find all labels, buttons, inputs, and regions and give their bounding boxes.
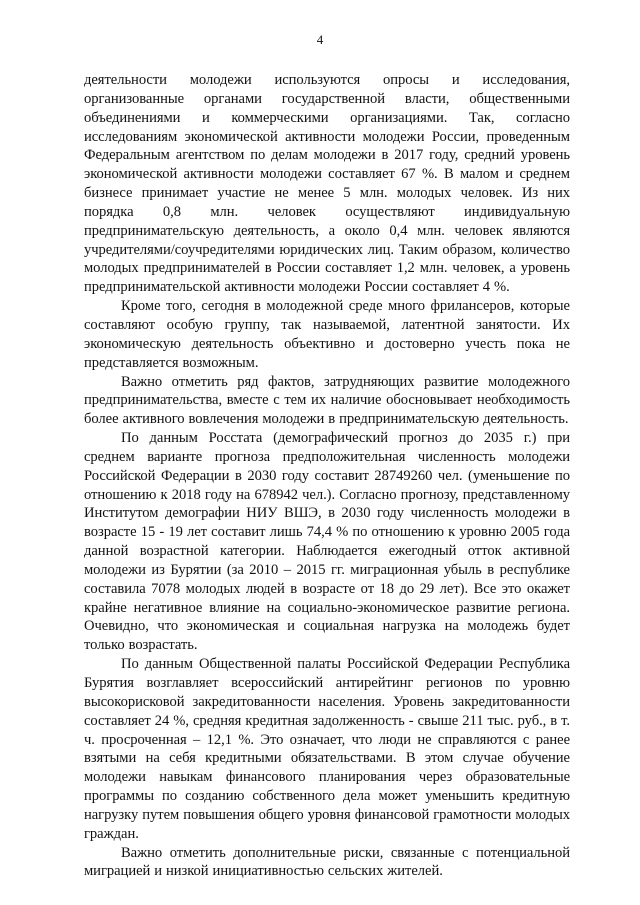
paragraph-2: Кроме того, сегодня в молодежной среде много фрилансеров, которые составляют особую группу, так называемой, латентной занятости. Их экономическую деятельность объективно и достоверно учесть пока не представляется возможным. — [84, 298, 570, 371]
paragraph-3: Важно отметить ряд фактов, затрудняющих развитие молодежного предпринимательства, вместе с тем их наличие обосновывает необходимость более активного вовлечения молодежи в предпринимательскую деятельность. — [84, 373, 570, 428]
paragraph-5: По данным Общественной палаты Российской Федерации Республика Бурятия возглавляет всероссийский антирейтинг регионов по уровню высокорисковой закредитованности населения. Уровень закредитованности составляет 24 %, средняя кредитная задолженность - свыше 211 тыс. руб., в т. ч. просроченная – 12,1 %. Это означает, что люди не справляются с ранее взятыми на себя кредитными обязательствами. В этом случае обучение молодежи навыкам финансового планирования через образовательные программы по созданию собственного дела может уменьшить кредитную нагрузку путем повышения общего уровня финансовой грамотности молодых граждан. — [84, 656, 570, 842]
paragraph-4: По данным Росстата (демографический прогноз до 2035 г.) при среднем варианте прогноза предположительная численность молодежи Российской Федерации в 2030 году составит 28749260 чел. (уменьшение по отношению к 2018 году на 678942 чел.). Согласно прогнозу, представленному Институтом демографии НИУ ВШЭ, в 2030 году численность молодежи в возрасте 15 - 19 лет составит лишь 74,4 % по отношению к уровню 2005 года данной возрастной категории. Наблюдается ежегодный отток активной молодежи из Бурятии (за 2010 – 2015 гг. миграционная убыль в республике составила 7078 молодых людей в возрасте от 18 до 29 лет). Все это окажет крайне негативное влияние на социально-экономическое развитие региона. Очевидно, что экономическая и социальная нагрузка на молодежь будет только возрастать. — [84, 430, 570, 654]
paragraph-1: деятельности молодежи используются опросы и исследования, организованные органами государственной власти, общественными объединениями и коммерческими организациями. Так, согласно исследованиям экономической активности молодежи России, проведенным Федеральным агентством по делам молодежи в 2017 году, средний уровень экономической активности молодежи составляет 67 %. В малом и среднем бизнесе принимает участие не менее 5 млн. молодых человек. Из них порядка 0,8 млн. человек осуществляют индивидуальную предпринимательскую деятельность, а около 0,4 млн. человек являются учредителями/соучредителями юридических лиц. Таким образом, количество молодых предпринимателей в России составляет 1,2 млн. человек, а уровень предпринимательской активности молодежи России составляет 4 %. — [84, 72, 570, 296]
page-number: 4 — [316, 32, 324, 47]
document-body — [84, 71, 570, 881]
paragraph-6: Важно отметить дополнительные риски, связанные с потенциальной миграцией и низкой инициативностью сельских жителей. — [84, 844, 570, 880]
